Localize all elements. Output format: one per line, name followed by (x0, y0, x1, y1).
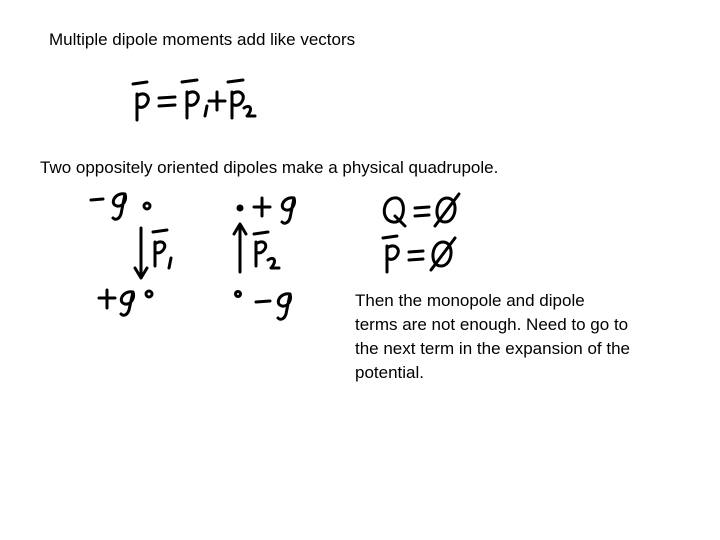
dipole-two-drawing (228, 190, 308, 325)
dipole-one-drawing (85, 190, 195, 325)
quadrupole-results (375, 188, 475, 278)
heading-text: Multiple dipole moments add like vectors (49, 30, 356, 49)
vector-sum-equation (125, 76, 265, 126)
subheading-text: Two oppositely oriented dipoles make a physical quadrupole. (40, 158, 499, 177)
explanation-paragraph: Then the monopole and dipole terms are not enough. Need to go to the next term in the expansion of the potential. (355, 291, 631, 382)
